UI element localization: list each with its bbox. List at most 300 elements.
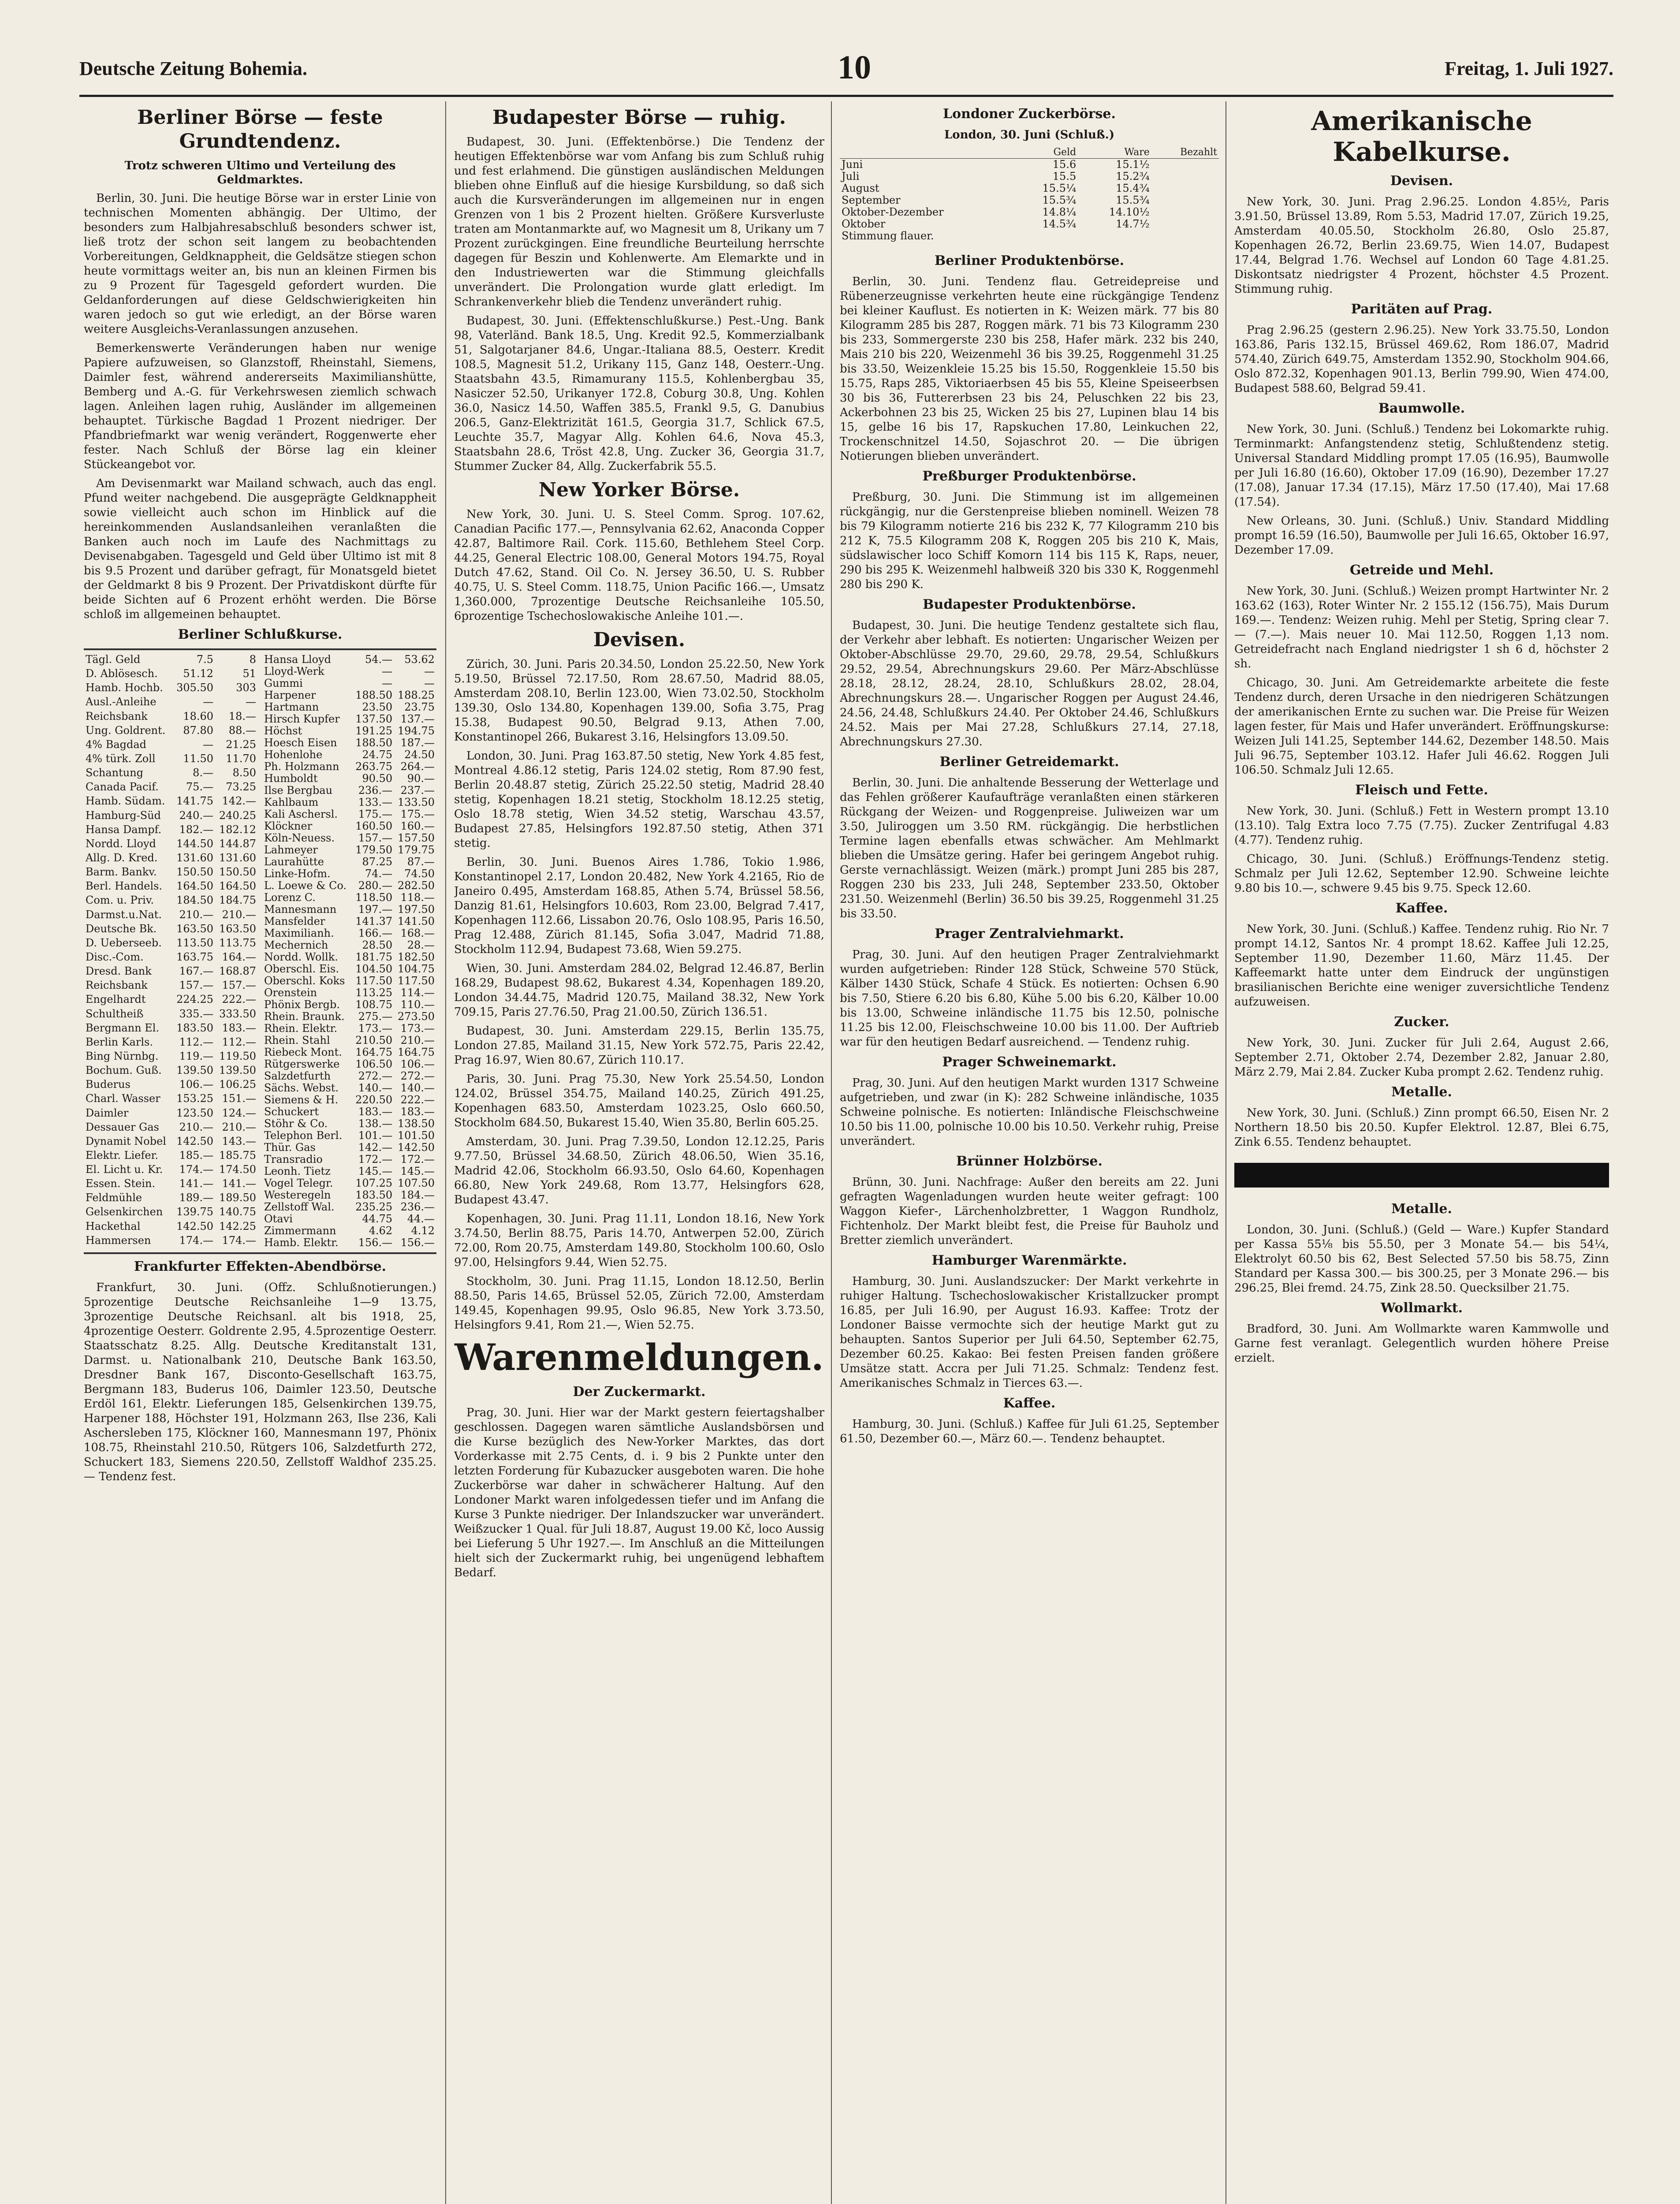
table-rule — [84, 1252, 436, 1254]
quote-value: 335.— — [179, 1007, 214, 1020]
quote-value: 141.— — [222, 1177, 256, 1190]
table-row — [262, 666, 436, 678]
table-row — [84, 711, 258, 725]
security-name: Rhein. Elektr. — [264, 1022, 338, 1035]
table-row — [84, 994, 258, 1008]
table-row — [262, 1237, 436, 1249]
quote-value — [1016, 230, 1078, 242]
quote-value: 222.— — [222, 993, 256, 1006]
quote-value: — — [203, 696, 214, 708]
quote-value: 142.50 — [176, 1220, 214, 1232]
table-row — [84, 1093, 258, 1107]
quote-value: 263.75 — [355, 760, 393, 773]
table-row — [84, 753, 258, 767]
quote-value: 174.— — [222, 1234, 256, 1247]
quote-value: — — [382, 665, 393, 678]
quote-value: 185.75 — [219, 1149, 256, 1162]
quote-value: 189.— — [179, 1191, 214, 1204]
table-row — [84, 795, 258, 809]
security-name: Bergmann El. — [86, 1021, 160, 1034]
quote-value: 140.— — [400, 1082, 435, 1094]
security-name: Reichsbank — [86, 979, 148, 992]
article-paragraph: New York, 30. Juni. (Schluß.) Kaffee. Tendenz ruhig. Rio Nr. 7 prompt 14.12, Santos Nr. 4 prompt 18.62. Kaffee Juli 12.25, September 11.90, Dezember 11.60, März 11.45. Der Kaffeemarkt hatte unter dem Eindruck der ungünstigen brasilianischen Berichte eine weniger zuversichtliche Tendenz aufzuweisen. — [1234, 923, 1609, 1009]
quote-value: 172.— — [358, 1153, 393, 1165]
quote-value: — — [424, 665, 435, 678]
quote-value: 138.— — [358, 1117, 393, 1130]
quote-value: 51.12 — [183, 667, 214, 680]
article-headline: Frankfurter Effekten-Abendbörse. — [134, 1259, 387, 1274]
quote-value: 163.75 — [176, 950, 214, 963]
quote-value: 53.62 — [404, 653, 435, 666]
quote-value: 28.— — [407, 939, 435, 951]
article-headline: Budapester Produktenbörse. — [923, 597, 1136, 612]
security-name: Riebeck Mont. — [264, 1046, 342, 1058]
table-row — [84, 1178, 258, 1192]
table-row — [84, 682, 258, 696]
quote-value: 275.— — [358, 1010, 393, 1023]
security-name: Com. u. Priv. — [86, 894, 154, 907]
column-3 — [840, 101, 1219, 2204]
quote-value: 210.— — [222, 908, 256, 921]
table-row — [262, 820, 436, 832]
quote-value: 183.50 — [355, 1189, 393, 1201]
quote-value: 145.— — [358, 1165, 393, 1177]
table-row — [262, 654, 436, 666]
quote-value: 182.12 — [219, 823, 256, 836]
table-row — [262, 678, 436, 689]
quote-value: 191.25 — [355, 725, 393, 737]
article-paragraph: Prag 2.96.25 (gestern 2.96.25). New York 33.75.50, London 163.86, Paris 132.15, Brüssel 469.62, Rom 186.07, Madrid 574.40, Zürich 649.75, Amsterdam 1352.90, Stockholm 904.66, Oslo 872.32, Kopenhagen 901.13, Berlin 799.90, Wien 474.00, Budapest 588.60, Belgrad 59.41. — [1234, 324, 1609, 395]
table-row — [262, 701, 436, 713]
security-name: Hohenlohe — [264, 748, 323, 761]
table-row — [84, 1235, 258, 1249]
quote-value: 23.75 — [404, 701, 435, 713]
quote-value: 51 — [242, 667, 256, 680]
quote-value: 88.— — [228, 724, 256, 737]
security-name: Darmst.u.Nat. — [86, 908, 162, 921]
quote-value: 145.— — [400, 1165, 435, 1177]
quote-value: 87.— — [407, 856, 435, 868]
security-name: Rhein. Braunk. — [264, 1010, 345, 1023]
quote-value: 236.— — [400, 1201, 435, 1213]
quote-value: 174.— — [179, 1163, 214, 1176]
security-name: Schultheiß — [86, 1007, 144, 1020]
quote-value: 54.— — [365, 653, 393, 666]
quote-value — [1151, 182, 1219, 194]
quote-value: 74.50 — [404, 867, 435, 880]
quote-value: 167.— — [179, 965, 214, 978]
table-row — [262, 808, 436, 820]
security-name: Canada Pacif. — [86, 781, 159, 793]
quote-value: 24.75 — [362, 748, 393, 761]
quote-value: 188.50 — [355, 737, 393, 749]
security-name: Gummi — [264, 677, 303, 689]
table-row — [84, 781, 258, 795]
security-name: Kali Aschersl. — [264, 808, 338, 820]
article-headline: Devisen. — [1390, 173, 1453, 189]
article-headline: Wollmarkt. — [1380, 1300, 1463, 1316]
quote-value: 87.80 — [183, 724, 214, 737]
article-headline: Der Zuckermarkt. — [573, 1384, 706, 1400]
security-name: Zimmermann — [264, 1225, 336, 1237]
quote-value: 4.62 — [369, 1225, 393, 1237]
table-row — [84, 1192, 258, 1206]
quote-value: 4.12 — [411, 1225, 435, 1237]
section-headline: Warenmeldungen. — [454, 1337, 824, 1379]
table-row — [262, 916, 436, 927]
quote-value: — — [203, 738, 214, 751]
quote-value: 140.75 — [219, 1206, 256, 1218]
quote-value: 144.87 — [219, 837, 256, 850]
security-name: Lorenz C. — [264, 891, 316, 904]
quote-value: 15.5¹⁄₄ — [1042, 182, 1077, 194]
quote-value: 179.75 — [398, 844, 435, 856]
article-headline: Budapester Börse — ruhig. — [492, 106, 786, 129]
security-name: Otavi — [264, 1213, 293, 1225]
table-row — [84, 923, 258, 937]
article-paragraph: Chicago, 30. Juni. Am Getreidemarkte arbeitete die feste Tendenz durch, deren Ursache in den niedrigeren Schätzungen der amerikanischen Ernte zu suchen war. Die Preise für Weizen lagen fester, für Mais und Hafer unverändert. Eröffnungskurse: Weizen Juli 141.25, September 144.62, Dezember 148.50. Mais Juli 96.75, September 103.12. Hafer Juli 46.62. Roggen Juli 106.50. Schmalz Juli 12.65. — [1234, 676, 1609, 777]
table-row — [840, 206, 1219, 218]
quote-value: 189.50 — [219, 1191, 256, 1204]
article-paragraph: Prag, 30. Juni. Auf den heutigen Prager Zentralviehmarkt wurden aufgetrieben: Rinder 128 Stück, Schweine 570 Stück, Kälber 1430 Stück, Schafe 4 Stück. Es notierten: Ochsen 6.90 bis 7.50, Stiere 6.20 bis 6.80, Kühe 5.00 bis 6.20, Kälber 10.00 bis 13.00, Schweine inländische 11.75 bis 12.50, polnische 11.25 bis 12.00, Fleischschweine 10.00 bis 11.00. Der Auftrieb war für den heutigen Bedarf ausreichend. — Tendenz ruhig. — [840, 948, 1219, 1049]
article-paragraph: Bradford, 30. Juni. Am Wollmarkte waren Kammwolle und Garne fest veranlagt. Gelegentlich wurden höhere Preise erzielt. — [1234, 1322, 1609, 1365]
security-name: Laurahütte — [264, 856, 324, 868]
table-row — [262, 1142, 436, 1154]
quote-value: 106.25 — [219, 1078, 256, 1091]
table-row — [84, 1065, 258, 1079]
table-row — [84, 1164, 258, 1178]
quote-value: 144.50 — [176, 837, 214, 850]
security-name: Sächs. Webst. — [264, 1082, 339, 1094]
security-name: Orenstein — [264, 987, 317, 999]
quote-value: 117.50 — [355, 975, 393, 987]
quote-value: 113.50 — [176, 936, 214, 949]
article-paragraph: New York, 30. Juni. (Schluß.) Fett in Western prompt 13.10 (13.10). Talg Extra loco 7.75 (7.75). Zucker Zentrifugal 4.83 (4.77). Tendenz ruhig. — [1234, 804, 1609, 847]
quote-value — [1078, 230, 1151, 242]
quote-value: 74.— — [365, 867, 393, 880]
table-row — [262, 713, 436, 725]
article-paragraph: Wien, 30. Juni. Amsterdam 284.02, Belgrad 12.46.87, Berlin 168.29, Budapest 98.62, Bukarest 4.34, Kopenhagen 189.20, London 34.44.75, Madrid 120.75, Mailand 38.32, New York 709.15, Paris 27.76.50, Prag 21.00.50, Zürich 136.51. — [454, 962, 824, 1019]
quote-value: 15.5³⁄₄ — [1116, 194, 1150, 206]
table-row — [84, 725, 258, 739]
security-name: Mannesmann — [264, 903, 337, 916]
quote-value: 106.— — [400, 1058, 435, 1070]
table-row — [262, 1154, 436, 1165]
quote-value: 119.50 — [219, 1050, 256, 1062]
article-paragraph: New York, 30. Juni. (Schluß.) Zinn prompt 66.50, Eisen Nr. 2 Northern 18.50 bis 20.50. Kupfer Elektrol. 12.87, Blei 6.75, Zink 6.55. Tendenz behauptet. — [1234, 1106, 1609, 1149]
table-rule — [84, 648, 436, 650]
article-headline: Londoner Zuckerbörse. — [943, 106, 1116, 122]
table-row — [84, 1022, 258, 1036]
quote-value: 183.50 — [176, 1021, 214, 1034]
quote-value: 141.37 — [355, 915, 393, 927]
article-headline: Kaffee. — [1003, 1396, 1056, 1411]
article-paragraph: Budapest, 30. Juni. (Effektenschlußkurse.) Pest.-Ung. Bank 98, Vaterländ. Bank 18.5, Ung. Kredit 92.5, Kommerzialbank 51, Salgotarjaner 84.6, Ungar.-Italiana 88.5, Oesterr. Kredit 108.5, Magnesit 51.2, Urikany 115, Ganz 148, Oesterr.-Ung. Staatsbahn 43.5, Rimamurany 115.5, Kohlenbergbau 35, Nasiczer 52.50, Urikanyer 172.8, Coburg 30.8, Ung. Kohlen 36.0, Nasicz 14.50, Waffen 385.5, Frankl 9.5, G. Danubius 206.5, Ganz-Elektrizität 161.5, Georgia 31.7, Schlick 67.5, Leuchte 35.7, Magyar Allg. Kohlen 64.6, Nova 45.3, Staatsbahn 28.6, Tröst 42.8, Ung. Zucker 36, Georgia 31.7, Stummer Zucker 84, Allg. Zuckerfabrik 55.5. — [454, 314, 824, 473]
quote-value: 110.— — [400, 998, 435, 1011]
quote-value: 153.25 — [176, 1092, 214, 1105]
table-row — [84, 937, 258, 951]
quote-value: 188.50 — [355, 689, 393, 701]
quote-value: 24.50 — [404, 748, 435, 761]
security-name: Mechernich — [264, 939, 328, 951]
quote-value: 107.50 — [398, 1177, 435, 1189]
security-name: Lahmeyer — [264, 844, 318, 856]
security-name: El. Licht u. Kr. — [86, 1163, 163, 1176]
security-name: Oberschl. Koks — [264, 975, 345, 987]
quote-value: 75.— — [186, 781, 214, 793]
quote-value: 164.75 — [398, 1046, 435, 1058]
security-name: Köln-Neuess. — [264, 832, 335, 844]
quote-value: 210.— — [400, 1034, 435, 1046]
quote-value — [1151, 194, 1219, 206]
security-name: Berl. Handels. — [86, 880, 163, 893]
quote-value: 168.87 — [219, 965, 256, 978]
column-header: Ware — [1078, 146, 1151, 159]
table-row — [84, 1121, 258, 1136]
security-name: 4% Bagdad — [86, 738, 147, 751]
quote-value: 280.— — [358, 879, 393, 892]
article-paragraph: Berlin, 30. Juni. Buenos Aires 1.786, Tokio 1.986, Konstantinopel 2.17, London 20.482, New York 4.2165, Rio de Janeiro 0.495, Amsterdam 168.85, Athen 5.74, Brüssel 58.56, Danzig 81.61, Helsingfors 10.603, Rom 23.00, Belgrad 7.417, Kopenhagen 112.66, Lissabon 20.76, Oslo 108.95, Paris 16.50, Prag 12.488, Zürich 81.145, Sofia 3.047, Madrid 71.88, Stockholm 112.94, Budapest 73.68, Wien 59.275. — [454, 856, 824, 956]
quote-value: 7.5 — [196, 653, 214, 666]
security-name: 4% türk. Zoll — [86, 752, 156, 765]
table-row — [262, 737, 436, 749]
quote-value: 131.60 — [176, 851, 214, 864]
security-name: Ph. Holzmann — [264, 760, 339, 773]
table-row — [84, 739, 258, 753]
table-row — [262, 749, 436, 761]
article-paragraph: Stockholm, 30. Juni. Prag 11.15, London 18.12.50, Berlin 88.50, Paris 14.65, Brüssel 52.05, Zürich 72.00, Amsterdam 149.45, Kopenhagen 99.95, Oslo 96.85, New York 3.73.50, Helsingfors 9.41, Rom 21.—, Wien 52.75. — [454, 1275, 824, 1332]
quote-value: 138.50 — [398, 1117, 435, 1130]
security-name: Höchst — [264, 725, 302, 737]
quote-value: 143.— — [222, 1135, 256, 1147]
quote-value: 112.— — [222, 1035, 256, 1048]
quote-value: 185.— — [179, 1149, 214, 1162]
security-name: Kahlbaum — [264, 796, 319, 808]
quote-value: 184.75 — [219, 894, 256, 907]
table-row — [84, 880, 258, 894]
article-paragraph: Frankfurt, 30. Juni. (Offz. Schlußnotierungen.) 5prozentige Deutsche Reichsanleihe 1—9 13.75, 3prozentige Deutsche Reichsanl. alt bis 1918, 25, 4prozentige Oesterr. Goldrente 2.95, 4.5prozentige Oesterr. Staatsschatz 8.25. Allg. Deutsche Kreditanstalt 131, Darmst. u. Nationalbank 210, Deutsche Bank 163.50, Dresdner Bank 167, Disconto-Gesellschaft 163.75, Bergmann 183, Buderus 106, Daimler 123.50, Deutsche Erdöl 161, Elektr. Lieferungen 185, Gelsenkirchen 139.75, Harpener 188, Höchster 191, Holzmann 263, Ilse 236, Kali Aschersleben 175, Klöckner 160, Mannesmann 197, Phönix 108.75, Rheinstahl 210.50, Rütgers 106, Salzdetfurth 272, Schuckert 183, Siemens 220.50, Zellstoff Waldhof 235.25. — Tendenz fest. — [84, 1281, 436, 1483]
security-name: Dresd. Bank — [86, 965, 152, 978]
article-paragraph: New York, 30. Juni. Prag 2.96.25. London 4.85¹⁄₂, Paris 3.91.50, Brüssel 13.89, Rom 5.53, Madrid 17.07, Zürich 19.25, Amsterdam 40.05.50, Stockholm 26.80, Oslo 25.87, Kopenhagen 26.72, Berlin 23.69.75, Wien 14.07, Budapest 17.44, Belgrad 1.76. Wechsel auf London 60 Tage 4.81.25. Diskontsatz niedrigster 4 Prozent, höchster 4.5 Prozent. Stimmung ruhig. — [1234, 195, 1609, 296]
security-name: Schuckert — [264, 1106, 319, 1118]
article-headline: Metalle. — [1391, 1084, 1452, 1100]
quote-value: 8 — [249, 653, 256, 666]
article-headline: Berliner Börse — feste Grundtendenz. — [137, 106, 383, 153]
quote-value: 168.— — [400, 927, 435, 939]
quote-value — [1151, 171, 1219, 182]
security-name: Bing Nürnbg. — [86, 1050, 159, 1062]
quote-value: 182.— — [179, 823, 214, 836]
quote-value: 166.— — [358, 927, 393, 939]
article-headline: Preßburger Produktenbörse. — [922, 469, 1136, 484]
quote-value: 131.60 — [219, 851, 256, 864]
article-headline: Getreide und Mehl. — [1349, 562, 1494, 578]
security-name: Ausl.-Anleihe — [86, 696, 156, 708]
quote-value: 119.— — [179, 1050, 214, 1062]
article-paragraph: Hamburg, 30. Juni. Auslandszucker: Der Markt verkehrte in ruhiger Haltung. Tschechoslowakischer Kristallzucker prompt 16.85, per Juli 16.90, per August 16.93. Kaffee: Trotz der Londoner Baisse vermochte sich der heutige Markt gut zu behaupten. Santos Superior per Juli 64.50, September 62.75, Dezember 60.25. Kakao: Bei festen Preisen fanden größere Umsätze statt. Accra per Juli 71.25. Schmalz: Tendenz fest. Amerikanisches Schmalz in Tierces 63.—. — [840, 1275, 1219, 1390]
quote-value: 164.75 — [355, 1046, 393, 1058]
table-row — [840, 159, 1219, 171]
column-header — [840, 146, 1016, 159]
article-paragraph: Bemerkenswerte Veränderungen haben nur wenige Papiere aufzuweisen, so Glanzstoff, Rheinstahl, Siemens, Daimler fest, während andererseits Maximilianshütte, Bemberg und A.-G. für Verkehrswesen ziemlich schwach lagen. Anleihen lagen ruhig, Ausländer im allgemeinen behauptet. Türkische Bagdad 1 Prozent niedriger. Der Pfandbriefmarkt war wenig verändert, Roggenwerte eher fester. Nach Schluß der Börse lag ein kleiner Stückeangebot vor. — [84, 342, 436, 471]
quote-value: 21.25 — [226, 738, 256, 751]
quote-value: 15.1¹⁄₂ — [1116, 158, 1150, 171]
quote-value: 106.50 — [355, 1058, 393, 1070]
quote-value: 224.25 — [176, 993, 214, 1006]
black-divider-bar — [1234, 1163, 1609, 1188]
newspaper-name: Deutsche Zeitung Bohemia. — [79, 58, 307, 79]
column-divider — [831, 101, 832, 2204]
security-name: Gelsenkirchen — [86, 1206, 163, 1218]
quote-value: 273.50 — [398, 1010, 435, 1023]
quote-value: 104.75 — [398, 963, 435, 975]
article-paragraph: London, 30. Juni. (Schluß.) (Geld — Ware.) Kupfer Standard per Kassa 55¹⁄₈ bis 55.50, per 3 Monate 54.— bis 54¹⁄₄, Elektrolyt 60.50 bis 62, Best Selected 57.50 bis 58.75, Zinn Standard per Kassa 300.— bis 300.25, per 3 Monate 296.— bis 296.25, Blei fremd. 24.75, Zink 28.50. Quecksilber 21.75. — [1234, 1223, 1609, 1295]
security-name: Barm. Bankv. — [86, 866, 157, 879]
security-name: Hartmann — [264, 701, 319, 713]
quote-value: 139.75 — [176, 1206, 214, 1218]
security-name: Oktober — [842, 218, 886, 230]
security-name: Tägl. Geld — [86, 653, 141, 666]
security-name: Allg. D. Kred. — [86, 851, 158, 864]
table-row — [262, 904, 436, 916]
security-name: Dynamit Nobel — [86, 1135, 166, 1147]
security-name: Elektr. Liefer. — [86, 1149, 159, 1162]
quote-value: 183.— — [358, 1106, 393, 1118]
table-row — [84, 1150, 258, 1164]
table-row — [262, 1106, 436, 1118]
security-name: Nordd. Lloyd — [86, 837, 156, 850]
table-row — [262, 999, 436, 1011]
article-paragraph: Am Devisenmarkt war Mailand schwach, auch das engl. Pfund weiter nachgebend. Die ausgeprägte Geldknappheit sowie vielleicht auch schon im Hinblick auf die hereinkommenden Auslandsanleihen veranlaßten die Banken auch noch im Laufe des Nachmittags zu Devisenabgaben. Tagesgeld und Geld über Ultimo ist mit 8 bis 9.5 Prozent und darüber gefragt, für Monatsgeld bietet der Geldmarkt 8 bis 9 Prozent. Der Privatdiskont dürfte für beide Sichten auf 6 Prozent erhöht werden. Die Börse schloß im allgemeinen behauptet. — [84, 477, 436, 621]
table-row — [84, 1050, 258, 1065]
quote-value: 194.75 — [398, 725, 435, 737]
security-name: Maximilianh. — [264, 927, 334, 939]
quote-value: 184.50 — [176, 894, 214, 907]
quote-value: 164.— — [222, 950, 256, 963]
quote-value: — — [382, 677, 393, 689]
table-row — [262, 880, 436, 892]
table-row — [262, 773, 436, 785]
table-row — [840, 182, 1219, 194]
table-row — [262, 797, 436, 808]
table-row — [84, 894, 258, 908]
security-name: Essen. Stein. — [86, 1177, 156, 1190]
quotes-table — [84, 654, 436, 1249]
security-name: Ung. Goldrent. — [86, 724, 166, 737]
security-name: Stöhr & Co. — [264, 1117, 328, 1130]
quote-value: 333.50 — [219, 1007, 256, 1020]
table-row — [84, 668, 258, 682]
quote-value: 157.— — [358, 832, 393, 844]
security-name: D. Ueberseeb. — [86, 936, 162, 949]
quote-value: 174.50 — [219, 1163, 256, 1176]
quote-value: 14.5³⁄₄ — [1042, 218, 1077, 230]
security-name: Hamb. Hochb. — [86, 681, 163, 694]
article-paragraph: Zürich, 30. Juni. Paris 20.34.50, London 25.22.50, New York 5.19.50, Brüssel 72.17.50, Rom 28.67.50, Madrid 88.05, Amsterdam 208.10, Berlin 123.00, Wien 73.02.50, Stockholm 139.30, Oslo 134.80, Kopenhagen 139.00, Sofia 3.75, Prag 15.38, Budapest 90.50, Belgrad 9.13, Athen 7.00, Konstantinopel 266, Bukarest 3.16, Helsingfors 13.09.50. — [454, 658, 824, 744]
table-row — [262, 951, 436, 963]
quote-value: 15.6 — [1052, 158, 1077, 171]
article-headline: Zucker. — [1394, 1014, 1449, 1030]
quote-value: 303 — [236, 681, 256, 694]
security-name: Westeregeln — [264, 1189, 331, 1201]
security-name: Hammersen — [86, 1234, 151, 1247]
security-name: Transradio — [264, 1153, 323, 1165]
quote-value: 157.— — [179, 979, 214, 992]
quote-value: 15.4³⁄₄ — [1116, 182, 1150, 194]
quote-value: 197.— — [358, 903, 393, 916]
security-name: Berlin Karls. — [86, 1035, 153, 1048]
table-row — [84, 965, 258, 979]
quote-value: 101.— — [358, 1129, 393, 1142]
security-name: Hansa Lloyd — [264, 653, 331, 666]
article-paragraph: Brünn, 30. Juni. Nachfrage: Außer den bereits am 22. Juni gefragten Wagenladungen wurden heute weiter gefragt: 100 Waggon Kiefer-, Lärchenholzbretter, 1 Waggon Rundholz, Fichtenholz. Der Markt bleibt fest, die Preise für Bauholz und Bretter ziemlich unverändert. — [840, 1176, 1219, 1247]
article-headline: Hamburger Warenmärkte. — [931, 1253, 1127, 1268]
table-title: Berliner Schlußkurse. — [178, 627, 343, 642]
quote-value: 106.— — [179, 1078, 214, 1091]
article-subheadline: London, 30. Juni (Schluß.) — [944, 128, 1115, 141]
security-name: Linke-Hofm. — [264, 867, 331, 880]
quote-value: 183.— — [222, 1021, 256, 1034]
security-name: Buderus — [86, 1078, 130, 1091]
quote-value: 240.25 — [219, 809, 256, 822]
table-row — [84, 810, 258, 824]
table-row — [262, 1035, 436, 1046]
security-name: Schantung — [86, 767, 144, 779]
security-name: Oberschl. Eis. — [264, 963, 339, 975]
article-paragraph: Budapest, 30. Juni. (Effektenbörse.) Die Tendenz der heutigen Effektenbörse war vom Anfang bis zum Schluß ruhig und fest erlahmend. Die günstigen ausländischen Meldungen blieben ohne Einfluß auf die hiesige Kursbildung, so daß sich auch die Kursveränderungen im allgemeinen nur in engen Grenzen von 1 bis 2 Prozent hielten. Größere Kursverluste traten am Montanmarkte auf, wo Magnesit um 8, Urikany um 7 Prozent zurückgingen. Eine freundliche Beurteilung herrschte dagegen für Beszin und Kohlenwerte. Am Elemarkte und in den Industriewerten war die Stimmung gleichfalls unverändert. Die Prolongation wurde glatt erledigt. Im Schrankenverkehr blieb die Tendenz unverändert ruhig. — [454, 135, 824, 309]
quote-value: 197.50 — [398, 903, 435, 916]
article-headline: Berliner Produktenbörse. — [934, 253, 1125, 268]
security-name: Hamb. Südam. — [86, 795, 165, 808]
table-row — [262, 1023, 436, 1035]
quote-value: 18.— — [228, 710, 256, 722]
quotes-table-right — [262, 654, 436, 1249]
security-name: Siemens & H. — [264, 1094, 339, 1106]
quote-value: 151.— — [222, 1092, 256, 1105]
article-headline: Fleisch und Fette. — [1355, 782, 1488, 798]
quote-value: 142.25 — [219, 1220, 256, 1232]
article-paragraph: Amsterdam, 30. Juni. Prag 7.39.50, London 12.12.25, Paris 9.77.50, Brüssel 34.68.50, Zürich 48.06.50, Wien 35.16, Madrid 42.06, Stockholm 66.93.50, Oslo 64.60, Kopenhagen 66.80, New York 249.68, Rom 13.77, Helsingfors 628, Budapest 43.47. — [454, 1135, 824, 1206]
security-name: Stimmung flauer. — [842, 230, 934, 242]
quote-value: 183.— — [400, 1106, 435, 1118]
quote-value: 240.— — [179, 809, 214, 822]
article-paragraph: New Orleans, 30. Juni. (Schluß.) Univ. Standard Middling prompt 16.59 (16.50), Baumwolle per Juli 16.65, Oktober 16.97, Dezember 17.09. — [1234, 514, 1609, 557]
article-paragraph: New York, 30. Juni. U. S. Steel Comm. Sprog. 107.62, Canadian Pacific 177.—, Pennsylvania 62.62, Anaconda Copper 42.87, Baltimore Rail. Cork. 115.60, Bethlehem Steel Corp. 44.25, General Electric 108.00, General Motors 194.75, Royal Dutch 47.62, Stand. Oil Co. N. Jersey 36.50, U. S. Rubber 40.75, U. S. Steel Comm. 118.75, Union Pacific 166.—, Umsatz 1,360.000, 7prozentige Deutsche Reichsanleihe 105.50, 6prozentige Tschechoslowakische Anleihe 101.—. — [454, 508, 824, 623]
quote-value: 160.— — [400, 820, 435, 832]
security-name: Salzdetfurth — [264, 1070, 331, 1082]
quote-value: 173.— — [358, 1022, 393, 1035]
table-row — [262, 868, 436, 880]
security-name: Mansfelder — [264, 915, 325, 927]
quote-value: 164.50 — [219, 880, 256, 893]
security-name: August — [842, 182, 879, 194]
table-row — [262, 1130, 436, 1142]
quote-value: 142.— — [358, 1141, 393, 1154]
table-row — [262, 785, 436, 797]
article-headline: Devisen. — [593, 629, 685, 651]
table-row — [262, 761, 436, 773]
article-paragraph: Budapest, 30. Juni. Amsterdam 229.15, Berlin 135.75, London 27.85, Mailand 31.15, New York 572.75, Paris 22.42, Prag 16.97, Wien 80.67, Zürich 110.17. — [454, 1024, 824, 1067]
column-4 — [1234, 101, 1609, 2204]
quote-value: 104.50 — [355, 963, 393, 975]
quote-value: 139.50 — [176, 1064, 214, 1077]
table-row — [262, 725, 436, 737]
security-name: Harpener — [264, 689, 316, 701]
quote-value: 160.50 — [355, 820, 393, 832]
table-row — [262, 1177, 436, 1189]
quote-value: 11.70 — [226, 752, 256, 765]
table-row — [262, 1070, 436, 1082]
